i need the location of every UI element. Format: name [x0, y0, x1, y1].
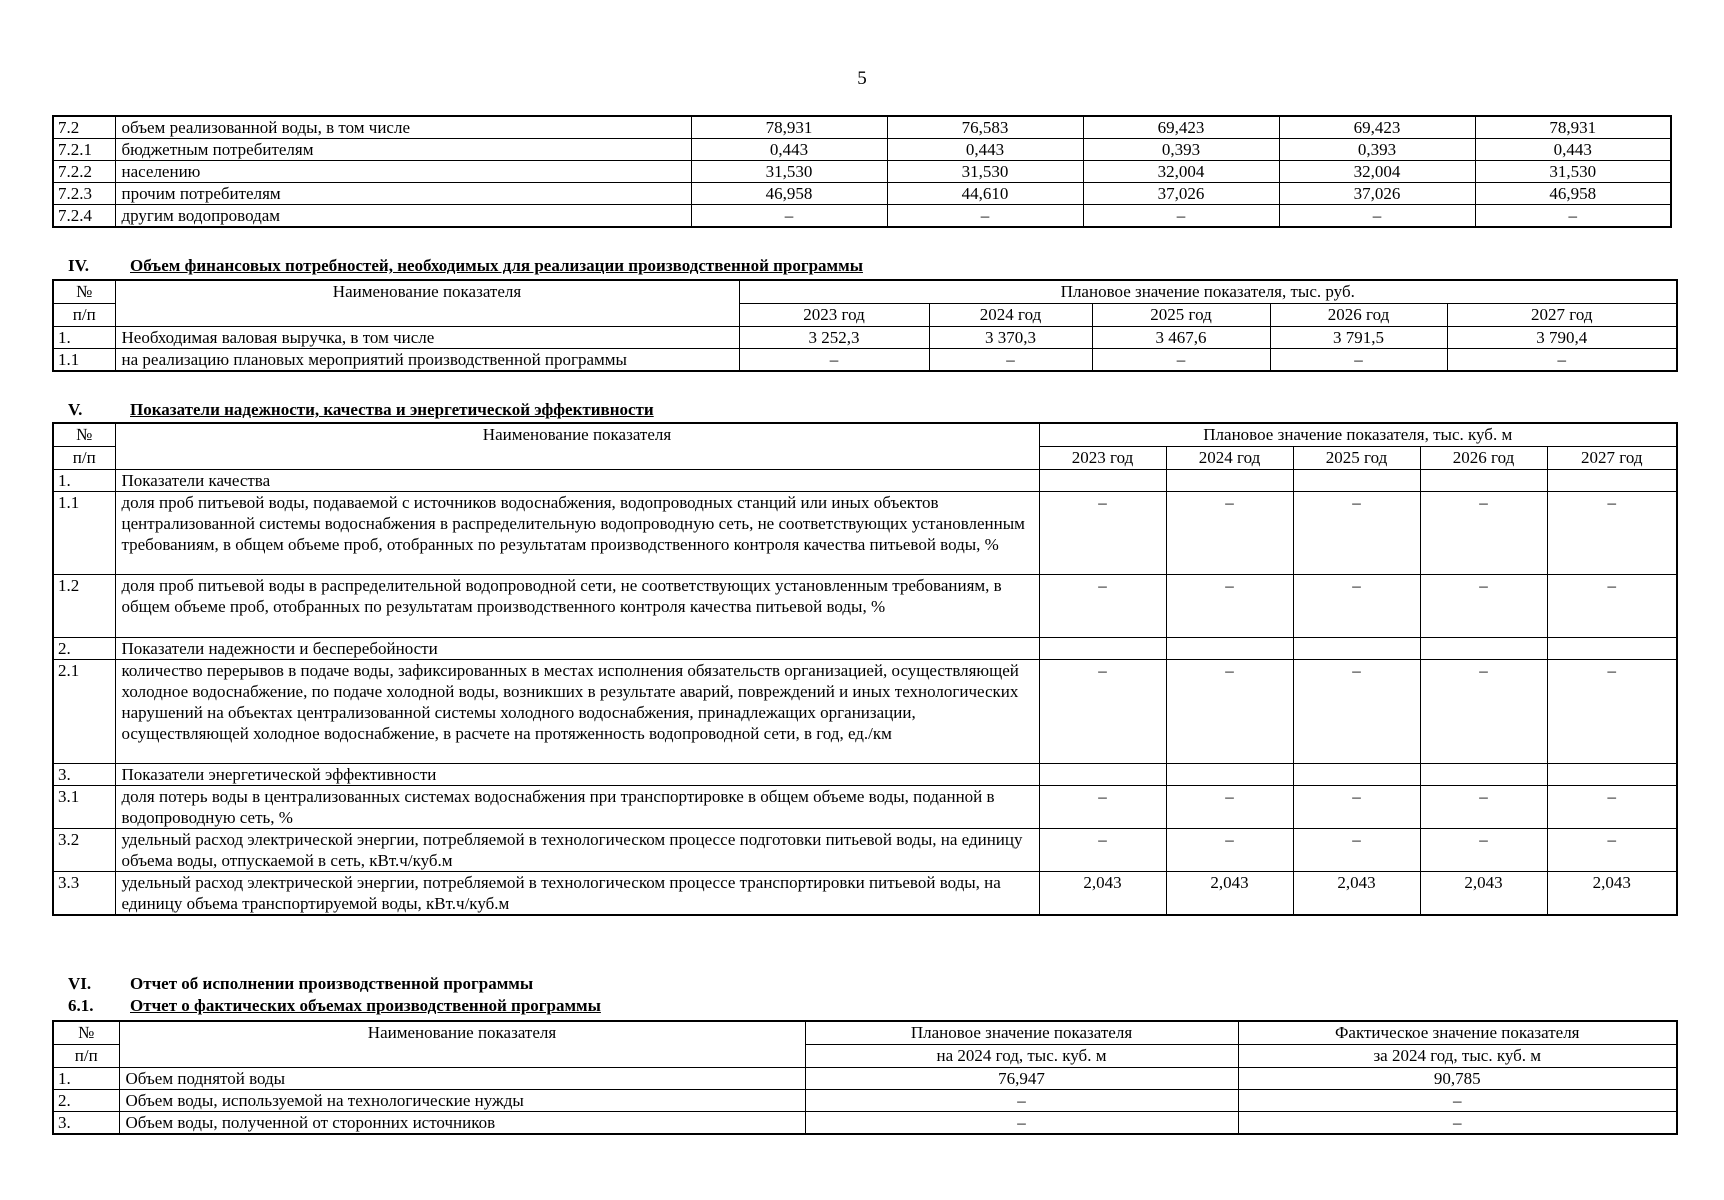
value-cell	[1547, 470, 1677, 492]
section-4-heading	[68, 256, 1668, 278]
row-name: доля проб питьевой воды, подаваемой с источников водоснабжения, водопроводных станций или иных объектов централизованной системы водоснабжения в распределительную водопроводную сеть, не соответствующих установленным требованиям, в общем объеме проб, отобранных по результатам производственного контроля качества питьевой воды, %	[115, 492, 1039, 575]
value-cell: 32,004	[1083, 161, 1279, 183]
value-cell: 31,530	[1475, 161, 1671, 183]
row-name: прочим потребителям	[115, 183, 691, 205]
value-cell: –	[1547, 829, 1677, 872]
row-name: на реализацию плановых мероприятий производственной программы	[115, 349, 739, 372]
value-cell: 78,931	[691, 116, 887, 139]
year-header: 2023 год	[1039, 447, 1166, 470]
table-row	[53, 183, 1671, 205]
year-header: 2025 год	[1092, 304, 1270, 327]
col-num-header: №	[53, 1021, 119, 1045]
plan-value-cell: –	[805, 1090, 1238, 1112]
value-cell: 44,610	[887, 183, 1083, 205]
value-cell: 0,393	[1083, 139, 1279, 161]
section-5-heading	[68, 400, 1668, 422]
table-row	[53, 161, 1671, 183]
row-number: 7.2	[53, 116, 115, 139]
value-cell: 76,583	[887, 116, 1083, 139]
value-cell: –	[1420, 829, 1547, 872]
row-name: удельный расход электрической энергии, потребляемой в технологическом процессе подготовки питьевой воды, на единицу объема воды, отпускаемой в сеть, кВт.ч/куб.м	[115, 829, 1039, 872]
value-cell: 2,043	[1166, 872, 1293, 916]
row-number: 7.2.3	[53, 183, 115, 205]
value-cell: –	[1293, 492, 1420, 575]
row-number: 3.2	[53, 829, 115, 872]
value-cell: 2,043	[1039, 872, 1166, 916]
col-fact-header-2: за 2024 год, тыс. куб. м	[1238, 1045, 1677, 1068]
value-cell: –	[1166, 575, 1293, 638]
value-cell: –	[1039, 492, 1166, 575]
value-cell	[1293, 470, 1420, 492]
value-cell: –	[1420, 575, 1547, 638]
value-cell: 3 370,3	[929, 327, 1092, 349]
year-header: 2026 год	[1420, 447, 1547, 470]
value-cell: –	[929, 349, 1092, 372]
section-6-heading	[68, 974, 1668, 996]
value-cell: 2,043	[1547, 872, 1677, 916]
row-name: количество перерывов в подаче воды, зафиксированных в местах исполнения обязательств организацией, осуществляющей холодное водоснабжение, по подаче холодной воды, возникших в результате аварий, повреждений и иных технологических нарушений на объектах централизованной системы холодного водоснабжения, принадлежащих организации, осуществляющей холодное водоснабжение, в расчете на протяженность водопроводной сети, в год, ед./км	[115, 660, 1039, 764]
value-cell: –	[887, 205, 1083, 228]
year-header: 2026 год	[1270, 304, 1447, 327]
plan-value-cell: –	[805, 1112, 1238, 1135]
value-cell: –	[1166, 492, 1293, 575]
section-4-title: Объем финансовых потребностей, необходимых для реализации производственной программы	[130, 256, 863, 275]
row-number: 1.	[53, 327, 115, 349]
year-header: 2023 год	[739, 304, 929, 327]
row-name: другим водопроводам	[115, 205, 691, 228]
value-cell: 3 467,6	[1092, 327, 1270, 349]
row-number: 3.	[53, 1112, 119, 1135]
row-number: 7.2.4	[53, 205, 115, 228]
value-cell: 3 790,4	[1447, 327, 1677, 349]
financial-needs-table	[52, 279, 1678, 372]
value-cell	[1420, 470, 1547, 492]
table-row	[53, 829, 1677, 872]
value-cell: 0,443	[1475, 139, 1671, 161]
table-row	[53, 492, 1677, 575]
table-row	[53, 575, 1677, 638]
table-row	[53, 139, 1671, 161]
value-cell: 2,043	[1420, 872, 1547, 916]
value-cell: –	[1166, 786, 1293, 829]
col-name-header: Наименование показателя	[115, 423, 1039, 470]
value-cell: –	[1039, 829, 1166, 872]
row-number: 2.	[53, 638, 115, 660]
value-cell: 78,931	[1475, 116, 1671, 139]
value-cell	[1547, 638, 1677, 660]
value-cell: –	[1475, 205, 1671, 228]
value-cell	[1420, 638, 1547, 660]
actual-volumes-table	[52, 1020, 1678, 1135]
value-cell: –	[1547, 492, 1677, 575]
value-cell: 3 252,3	[739, 327, 929, 349]
table-row	[53, 470, 1677, 492]
value-cell: –	[691, 205, 887, 228]
value-cell: –	[1270, 349, 1447, 372]
value-cell: 69,423	[1279, 116, 1475, 139]
value-cell: –	[1293, 575, 1420, 638]
year-header: 2024 год	[929, 304, 1092, 327]
value-cell: 31,530	[691, 161, 887, 183]
row-number: 2.	[53, 1090, 119, 1112]
value-cell: 69,423	[1083, 116, 1279, 139]
section-4-number: IV.	[68, 256, 89, 275]
value-cell	[1166, 470, 1293, 492]
row-number: 3.	[53, 764, 115, 786]
water-sales-table	[52, 115, 1672, 228]
section-5-title: Показатели надежности, качества и энергетической эффективности	[130, 400, 654, 419]
value-cell: –	[1420, 786, 1547, 829]
value-cell	[1293, 638, 1420, 660]
value-cell: –	[1166, 829, 1293, 872]
fact-value-cell: –	[1238, 1112, 1677, 1135]
year-header: 2025 год	[1293, 447, 1420, 470]
table-row	[53, 786, 1677, 829]
year-header: 2024 год	[1166, 447, 1293, 470]
value-cell	[1039, 638, 1166, 660]
row-number: 3.1	[53, 786, 115, 829]
section-6-1-heading	[68, 996, 1668, 1018]
row-name: бюджетным потребителям	[115, 139, 691, 161]
col-num-header-2: п/п	[53, 304, 115, 327]
value-cell	[1039, 764, 1166, 786]
fact-value-cell: 90,785	[1238, 1068, 1677, 1090]
value-cell: –	[1293, 660, 1420, 764]
col-plan-header: Плановое значение показателя, тыс. руб.	[739, 280, 1677, 304]
col-name-header: Наименование показателя	[119, 1021, 805, 1068]
value-cell: –	[1547, 660, 1677, 764]
value-cell: 0,443	[887, 139, 1083, 161]
value-cell: –	[1092, 349, 1270, 372]
value-cell: 37,026	[1279, 183, 1475, 205]
value-cell: –	[1039, 786, 1166, 829]
row-name: Показатели надежности и бесперебойности	[115, 638, 1039, 660]
col-name-header: Наименование показателя	[115, 280, 739, 327]
row-name: объем реализованной воды, в том числе	[115, 116, 691, 139]
quality-indicators-table	[52, 422, 1678, 916]
row-number: 1.1	[53, 349, 115, 372]
value-cell: –	[1083, 205, 1279, 228]
col-num-header: №	[53, 280, 115, 304]
col-plan-header: Плановое значение показателя	[805, 1021, 1238, 1045]
col-plan-header-2: на 2024 год, тыс. куб. м	[805, 1045, 1238, 1068]
col-num-header-2: п/п	[53, 1045, 119, 1068]
value-cell: 32,004	[1279, 161, 1475, 183]
value-cell	[1420, 764, 1547, 786]
value-cell: –	[1039, 575, 1166, 638]
row-number: 1.2	[53, 575, 115, 638]
table-row	[53, 327, 1677, 349]
row-name: Показатели энергетической эффективности	[115, 764, 1039, 786]
value-cell	[1166, 638, 1293, 660]
value-cell: –	[1420, 492, 1547, 575]
section-6-title: Отчет об исполнении производственной программы	[130, 974, 534, 993]
row-name: Показатели качества	[115, 470, 1039, 492]
table-row	[53, 660, 1677, 764]
value-cell: –	[1447, 349, 1677, 372]
value-cell: 0,443	[691, 139, 887, 161]
value-cell	[1293, 764, 1420, 786]
section-6-1-number: 6.1.	[68, 996, 94, 1015]
table-row	[53, 116, 1671, 139]
table-row	[53, 638, 1677, 660]
table-row	[53, 764, 1677, 786]
row-name: Объем поднятой воды	[119, 1068, 805, 1090]
row-number: 7.2.1	[53, 139, 115, 161]
col-plan-header: Плановое значение показателя, тыс. куб. м	[1039, 423, 1677, 447]
row-number: 7.2.2	[53, 161, 115, 183]
section-6-1-title: Отчет о фактических объемах производственной программы	[130, 996, 601, 1015]
value-cell: 0,393	[1279, 139, 1475, 161]
row-number: 1.	[53, 1068, 119, 1090]
value-cell: –	[1547, 786, 1677, 829]
value-cell: 2,043	[1293, 872, 1420, 916]
table-row	[53, 872, 1677, 916]
row-name: доля потерь воды в централизованных системах водоснабжения при транспортировке в общем объеме воды, поданной в водопроводную сеть, %	[115, 786, 1039, 829]
value-cell: –	[1166, 660, 1293, 764]
row-name: населению	[115, 161, 691, 183]
row-name: доля проб питьевой воды в распределительной водопроводной сети, не соответствующих установленным требованиям, в общем объеме проб, отобранных по результатам производственного контроля качества питьевой воды, %	[115, 575, 1039, 638]
value-cell	[1039, 470, 1166, 492]
value-cell: 3 791,5	[1270, 327, 1447, 349]
value-cell: 46,958	[691, 183, 887, 205]
row-name: удельный расход электрической энергии, потребляемой в технологическом процессе транспортировки питьевой воды, на единицу объема транспортируемой воды, кВт.ч/куб.м	[115, 872, 1039, 916]
col-num-header-2: п/п	[53, 447, 115, 470]
section-5-number: V.	[68, 400, 83, 419]
table-row	[53, 1068, 1677, 1090]
page-number: 5	[857, 68, 867, 89]
table-row	[53, 205, 1671, 228]
row-number: 1.	[53, 470, 115, 492]
value-cell: 46,958	[1475, 183, 1671, 205]
row-name: Необходимая валовая выручка, в том числе	[115, 327, 739, 349]
value-cell: –	[1279, 205, 1475, 228]
plan-value-cell: 76,947	[805, 1068, 1238, 1090]
col-fact-header: Фактическое значение показателя	[1238, 1021, 1677, 1045]
section-6-number: VI.	[68, 974, 92, 993]
value-cell	[1547, 764, 1677, 786]
row-name: Объем воды, используемой на технологические нужды	[119, 1090, 805, 1112]
value-cell: –	[1039, 660, 1166, 764]
value-cell: 37,026	[1083, 183, 1279, 205]
value-cell: –	[739, 349, 929, 372]
value-cell	[1166, 764, 1293, 786]
row-number: 3.3	[53, 872, 115, 916]
table-row	[53, 1090, 1677, 1112]
row-number: 2.1	[53, 660, 115, 764]
row-name: Объем воды, полученной от сторонних источников	[119, 1112, 805, 1135]
value-cell: –	[1547, 575, 1677, 638]
table-row	[53, 349, 1677, 372]
value-cell: –	[1293, 786, 1420, 829]
value-cell: –	[1420, 660, 1547, 764]
value-cell: 31,530	[887, 161, 1083, 183]
row-number: 1.1	[53, 492, 115, 575]
fact-value-cell: –	[1238, 1090, 1677, 1112]
year-header: 2027 год	[1447, 304, 1677, 327]
year-header: 2027 год	[1547, 447, 1677, 470]
col-num-header: №	[53, 423, 115, 447]
value-cell: –	[1293, 829, 1420, 872]
table-row	[53, 1112, 1677, 1135]
